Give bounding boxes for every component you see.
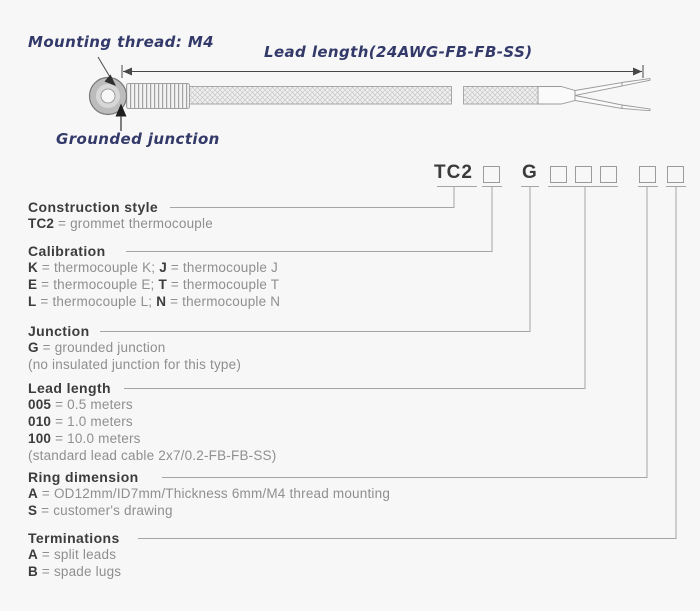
spec-line: A = split leads [28,547,117,562]
section-junction [28,323,241,373]
spec-line: B = spade lugs [28,564,122,579]
section-lines [28,546,121,580]
braided-cable [190,87,539,105]
code-box-calibration [483,166,500,183]
spec-line: S = customer's drawing [28,503,173,518]
section-title: Calibration [28,243,106,259]
section-construction-style [28,199,213,232]
section-lines [28,259,280,310]
section-lines [28,339,241,373]
lead-length-dimension-arrow [122,65,643,78]
mounting-thread-label: Mounting thread: M4 [28,33,215,51]
code-box-lead-length-2 [575,166,592,183]
section-lead-length [28,380,276,464]
section-title: Junction [28,323,90,339]
corrugated-sleeve [127,84,190,109]
spec-line: 005 = 0.5 meters [28,397,133,412]
code-box-terminations [667,166,684,183]
lead-length-label: Lead length(24AWG-FB-FB-SS) [264,43,533,61]
section-lines [28,215,213,232]
section-title: Ring dimension [28,469,139,485]
section-terminations [28,530,121,580]
spec-line: (no insulated junction for this type) [28,357,242,372]
section-title: Lead length [28,380,111,396]
spec-line: L = thermocouple L; N = thermocouple N [28,294,281,309]
spec-line: (standard lead cable 2x7/0.2-FB-FB-SS) [28,448,277,463]
spec-line: 010 = 1.0 meters [28,414,133,429]
spec-line: G = grounded junction [28,340,166,355]
section-title: Construction style [28,199,159,215]
code-box-lead-length-1 [550,166,567,183]
split-leads [538,79,650,111]
section-ring-dimension [28,469,390,519]
section-lines [28,485,390,519]
section-calibration [28,243,280,310]
code-construction-prefix: TC2 [434,162,473,183]
code-box-lead-length-3 [600,166,617,183]
spec-line: K = thermocouple K; J = thermocouple J [28,260,279,275]
spec-line: E = thermocouple E; T = thermocouple T [28,277,280,292]
section-lines [28,396,276,464]
spec-line: TC2 = grommet thermocouple [28,216,213,231]
code-box-ring-dimension [639,166,656,183]
spec-line: A = OD12mm/ID7mm/Thickness 6mm/M4 thread mounting [28,486,391,501]
grounded-junction-label: Grounded junction [56,130,220,148]
spec-line: 100 = 10.0 meters [28,431,141,446]
code-junction-letter: G [522,162,538,183]
section-title: Terminations [28,530,120,546]
